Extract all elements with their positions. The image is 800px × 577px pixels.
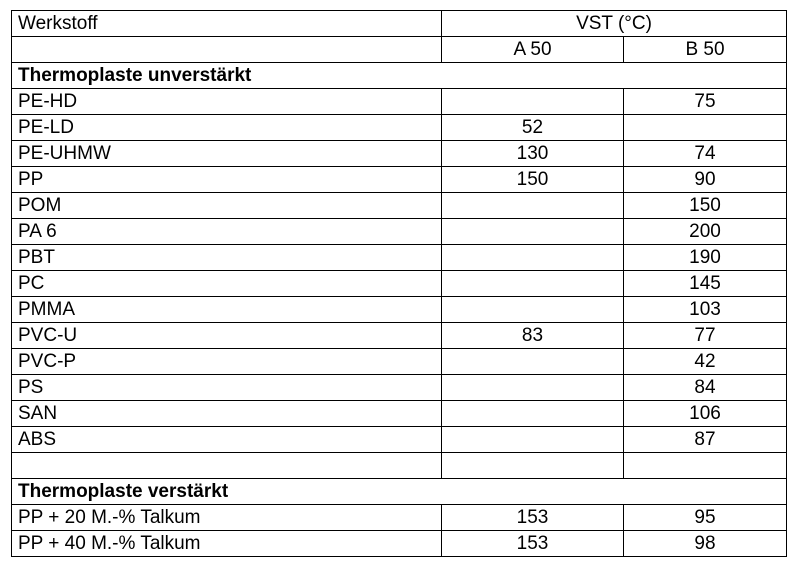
material-cell	[12, 453, 442, 479]
material-cell: SAN	[12, 401, 442, 427]
material-cell: PVC-U	[12, 323, 442, 349]
b50-cell: 190	[624, 245, 787, 271]
b50-cell: 150	[624, 193, 787, 219]
table-row	[12, 89, 787, 115]
b50-column-header: B 50	[624, 37, 787, 63]
a50-cell	[442, 375, 624, 401]
material-cell: PA 6	[12, 219, 442, 245]
subheader-empty-cell	[12, 37, 442, 63]
table-row	[12, 505, 787, 531]
a50-cell: 150	[442, 167, 624, 193]
material-cell: ABS	[12, 427, 442, 453]
a50-cell: 130	[442, 141, 624, 167]
b50-cell: 106	[624, 401, 787, 427]
material-cell: PP + 40 M.-% Talkum	[12, 531, 442, 557]
material-cell: PE-LD	[12, 115, 442, 141]
a50-cell	[442, 453, 624, 479]
subheader-row	[12, 37, 787, 63]
table-row	[12, 115, 787, 141]
section-row	[12, 479, 787, 505]
material-cell: PMMA	[12, 297, 442, 323]
section-title: Thermoplaste verstärkt	[12, 479, 787, 505]
b50-cell: 77	[624, 323, 787, 349]
table-row	[12, 323, 787, 349]
a50-cell	[442, 219, 624, 245]
a50-cell: 153	[442, 531, 624, 557]
vst-table	[11, 10, 787, 557]
table-row	[12, 245, 787, 271]
a50-cell	[442, 401, 624, 427]
material-cell: PE-UHMW	[12, 141, 442, 167]
vst-table-body	[12, 11, 787, 557]
a50-cell: 83	[442, 323, 624, 349]
b50-cell: 87	[624, 427, 787, 453]
table-row	[12, 297, 787, 323]
b50-cell: 103	[624, 297, 787, 323]
table-row	[12, 141, 787, 167]
table-row	[12, 427, 787, 453]
table-row	[12, 375, 787, 401]
a50-cell	[442, 297, 624, 323]
a50-cell	[442, 349, 624, 375]
material-cell: PBT	[12, 245, 442, 271]
table-row	[12, 349, 787, 375]
b50-cell	[624, 453, 787, 479]
b50-cell: 74	[624, 141, 787, 167]
a50-cell	[442, 271, 624, 297]
table-row	[12, 531, 787, 557]
material-cell: PVC-P	[12, 349, 442, 375]
b50-cell: 145	[624, 271, 787, 297]
material-cell: PC	[12, 271, 442, 297]
a50-column-header: A 50	[442, 37, 624, 63]
section-row	[12, 63, 787, 89]
material-cell: PP + 20 M.-% Talkum	[12, 505, 442, 531]
a50-cell: 52	[442, 115, 624, 141]
table-row	[12, 401, 787, 427]
header-row	[12, 11, 787, 37]
b50-cell: 84	[624, 375, 787, 401]
table-row	[12, 193, 787, 219]
a50-cell: 153	[442, 505, 624, 531]
material-cell: PE-HD	[12, 89, 442, 115]
table-row	[12, 219, 787, 245]
a50-cell	[442, 427, 624, 453]
b50-cell: 75	[624, 89, 787, 115]
section-title: Thermoplaste unverstärkt	[12, 63, 787, 89]
b50-cell	[624, 115, 787, 141]
material-cell: PS	[12, 375, 442, 401]
material-cell: PP	[12, 167, 442, 193]
table-row	[12, 271, 787, 297]
a50-cell	[442, 245, 624, 271]
b50-cell: 95	[624, 505, 787, 531]
a50-cell	[442, 89, 624, 115]
table-row	[12, 167, 787, 193]
b50-cell: 90	[624, 167, 787, 193]
b50-cell: 98	[624, 531, 787, 557]
table-row	[12, 453, 787, 479]
material-column-header: Werkstoff	[12, 11, 442, 37]
material-cell: POM	[12, 193, 442, 219]
b50-cell: 200	[624, 219, 787, 245]
a50-cell	[442, 193, 624, 219]
b50-cell: 42	[624, 349, 787, 375]
vst-column-header: VST (°C)	[442, 11, 787, 37]
